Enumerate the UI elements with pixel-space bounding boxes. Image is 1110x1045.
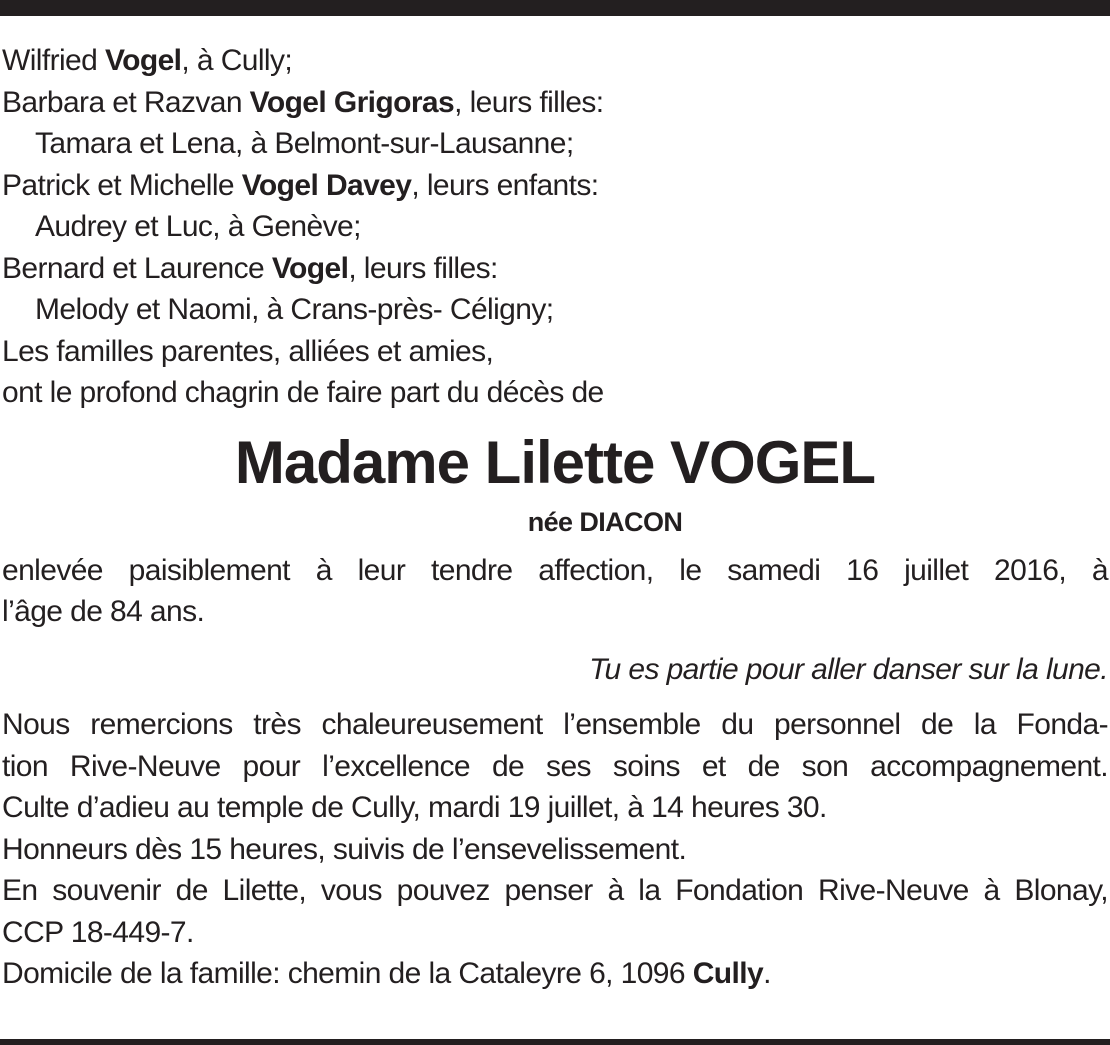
family-line-5: Audrey et Luc, à Genève;: [35, 210, 361, 243]
town: Cully: [692, 957, 764, 990]
family-line-8: Les familles parentes, alliées et amies,: [2, 334, 494, 368]
surname: Vogel Davey: [241, 168, 412, 202]
family-line-9: ont le profond chagrin de faire part du décès de: [2, 376, 604, 409]
family-address: Domicile de la famille: chemin de la Cataleyre 6, 1096 Cully.: [2, 957, 771, 990]
passing-paragraph: [2, 550, 1108, 633]
family-line-7: Melody et Naomi, à Crans-près- Céligny;: [35, 293, 554, 326]
surname: Vogel: [104, 44, 182, 77]
obituary-notice: [2, 40, 1108, 995]
top-rule: [0, 0, 1110, 16]
honors-info: Honneurs dès 15 heures, suivis de l’ensevelissement.: [2, 832, 687, 866]
bottom-rule: [0, 1039, 1110, 1045]
thanks-line-1: Nous remercions très chaleureusement l’ensemble du personnel de la Fonda-: [2, 708, 1108, 741]
donation-line-1: En souvenir de Lilette, vous pouvez penser à la Fondation Rive-Neuve à Blonay,: [2, 874, 1108, 907]
deceased-name: Madame Lilette VOGEL: [234, 428, 876, 496]
quote: Tu es partie pour aller danser sur la lune.: [589, 652, 1108, 686]
passing-line-2: l’âge de 84 ans.: [2, 595, 205, 628]
thanks-paragraph: [2, 704, 1108, 787]
ceremony-info: Culte d’adieu au temple de Cully, mardi 19 juillet, à 14 heures 30.: [2, 791, 827, 824]
family-line-6: Bernard et Laurence Vogel, leurs filles:: [2, 251, 498, 285]
family-line-3: Tamara et Lena, à Belmont-sur-Lausanne;: [35, 127, 574, 160]
family-line-1: Wilfried Vogel, à Cully;: [2, 44, 293, 77]
surname: Vogel Grigoras: [249, 85, 455, 119]
donation-paragraph: [2, 870, 1108, 953]
donation-line-2: CCP 18-449-7.: [2, 915, 194, 949]
family-line-4: Patrick et Michelle Vogel Davey, leurs enfants:: [2, 168, 599, 202]
deceased-block: [2, 428, 1108, 542]
maiden-name: née DIACON: [527, 506, 683, 537]
family-line-2: Barbara et Razvan Vogel Grigoras, leurs filles:: [2, 85, 604, 119]
passing-line-1: enlevée paisiblement à leur tendre affection, le samedi 16 juillet 2016, à: [2, 553, 1108, 587]
thanks-line-2: tion Rive-Neuve pour l’excellence de ses soins et de son accompagnement.: [2, 749, 1108, 783]
surname: Vogel: [271, 251, 349, 285]
